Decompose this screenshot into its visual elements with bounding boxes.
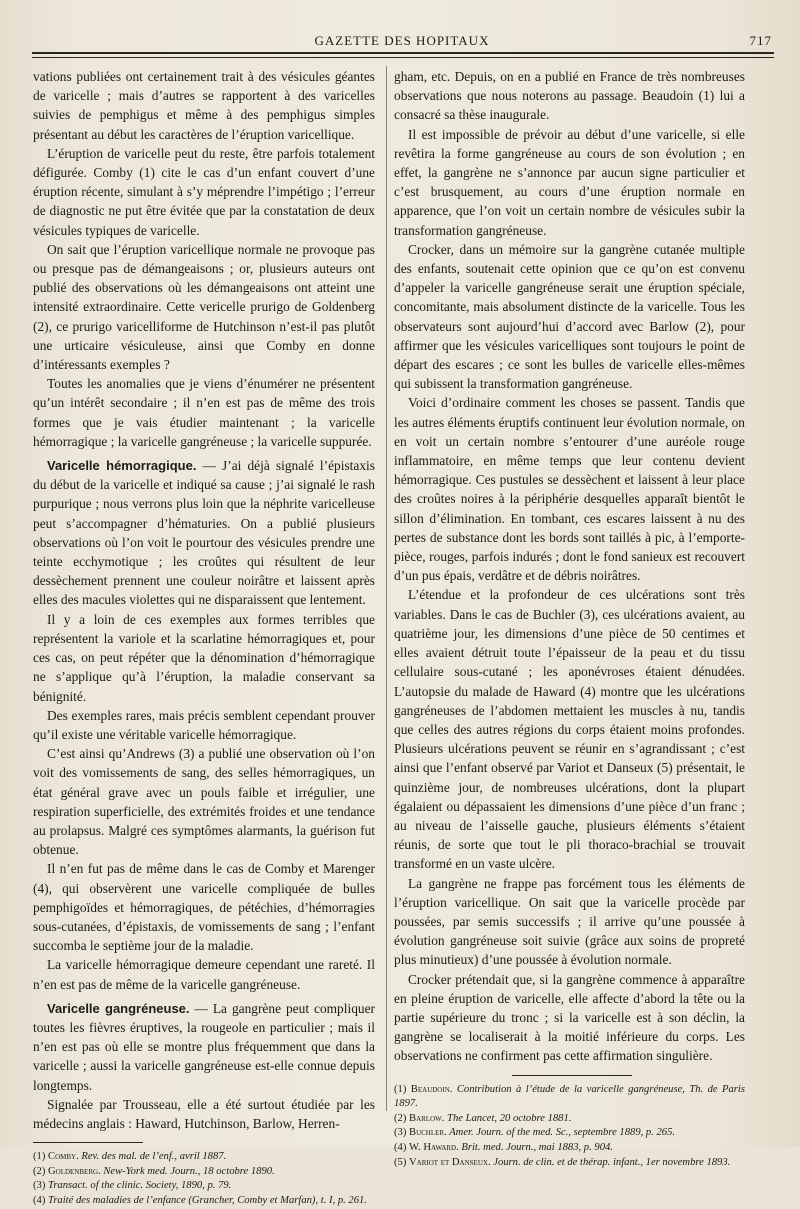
header-rule-thick xyxy=(32,52,774,54)
paragraph: Voici d’ordinaire comment les choses se passent. Tandis que les autres éléments éruptifs continuent leur évolution normale, on en voit un certain nombre s’entourer d’une auréole rouge inflammatoire, en même temps que leur contenu devient hémorragique. Ces pustules se dessèchent et laissent à leur place des croûtes noires à la périphérie desquelles apparaît bientôt le sillon d’élimination. En tombant, ces escares laissent à nu des pertes de substance dont les bords sont taillés à pic, à l’emporte-pièce, rouges, parfois indurés ; dont le fond sanieux est recouvert d’un pus épais, verdâtre et de débris noirâtres. xyxy=(394,395,745,584)
paragraph: La gangrène ne frappe pas forcément tous les éléments de l’éruption varicellique. On sait que la varicelle procède par poussées, par semis successifs ; il arrive qu’une poussée à évolution gangréneuse soit suivie (grâce aux soins de propreté plus minutieux) d’une poussée à évolution normale. xyxy=(394,875,745,968)
footnote: (5) Variot et Danseux. Journ. de clin. et de thérap. infant., 1er novembre 1893. xyxy=(394,1156,731,1168)
paragraph: La varicelle hémorragique demeure cependant une rareté. Il n’en est pas de même de la varicelle gangréneuse. xyxy=(33,957,375,992)
paragraph: L’étendue et la profondeur de ces ulcérations sont très variables. Dans le cas de Buchler (3), ces ulcérations avaient, au quatrième jour, les dimensions d’une pièce de 50 centimes et elles avaient détruit toute l’épaisseur de la peau et du tissu cellulaire sous-cutané ; les aponévroses étaient dénudées. L’autopsie du malade de Haward (4) montre que les ulcérations gangréneuses de l’abdomen mettaient les muscles à nu, tandis que celles des autres régions du corps étaient moins profondes. Plusieurs ulcérations peuvent se réunir en s’agrandissant ; c’est ainsi que l’enfant observé par Variot et Danseux (5) présentait, le quinzième jour, de nombreuses ulcérations, dont la plupart égalaient ou dépassaient les dimensions d’une pièce d’un franc ; au niveau de l’aisselle gauche, plusieurs éléments s’étaient réunis, de sorte que tout le pli thoraco-brachial se trouvait transformé en un vaste ulcère. xyxy=(394,587,745,872)
footnote: (1) Comby. Rev. des mal. de l’enf., avril 1887. xyxy=(33,1151,227,1163)
footnote: (3) Transact. of the clinic. Society, 1890, p. 79. xyxy=(33,1180,232,1192)
footnote-rule xyxy=(33,1142,143,1143)
footnote: (4) Traité des maladies de l’enfance (Grancher, Comby et Marfan), t. I, p. 261. xyxy=(33,1194,367,1206)
column-divider xyxy=(386,66,387,1111)
paragraph: Il y a loin de ces exemples aux formes terribles que représentent la variole et la scarlatine hémorragiques et, pour ces cas, on peut répéter que la dénomination d’hémorragique ne s’applique qu’à l’éruption, la maladie conservant sa bénignité. xyxy=(33,611,375,704)
paragraph: Des exemples rares, mais précis semblent cependant prouver qu’il existe une véritable varicelle hémorragique. xyxy=(33,707,375,742)
page-header xyxy=(32,33,772,51)
paragraph: On sait que l’éruption varicellique normale ne provoque pas ou presque pas de démangeaisons ; or, plusieurs auteurs ont publié des observations où les démangeaisons ont atteint une intensité extraordinaire. Cette vericelle prurigo de Goldenberg (2), ce prurigo varicelliforme de Hutchinson n’est-il pas plutôt une urticaire vésiculeuse, ainsi que Comby en donne d’intéressants exemples ? xyxy=(33,241,375,373)
paragraph: Crocker, dans un mémoire sur la gangrène cutanée multiple des enfants, soutenait cette opinion que ce qu’on est convenu d’appeler la varicelle gangréneuse serait une éruption spéciale, concomitante, mais absolument distincte de la varicelle. Tous les observateurs sont aujourd’hui d’accord avec Barlow (2), pour affirmer que les vésicules varicelliques sont toujours le point de départ des escares ; ce sont les bulles de varicelle elles-mêmes qui subissent la transformation gangréneuse. xyxy=(394,241,745,392)
footnote-rule xyxy=(512,1075,632,1076)
section-title-hemorragique: Varicelle hémorragique. xyxy=(47,458,197,474)
section-text: — J’ai déjà signalé l’épistaxis du début de la varicelle et indiqué sa cause ; j’ai signalé le rash purpurique ; nous verrons plus loin que la néphrite varicelleuse peut s’accompagner d’hématuries. On a publié plusieurs observations où l’on voit le pourtour des vésicules prendre une teinte ecchymotique ; les croûtes qui résultent de leur dessèchement prennent une couleur noirâtre et laissent après elles des macules violettes qui ne disparaissent que lentement. xyxy=(33,458,375,608)
paragraph: gham, etc. Depuis, on en a publié en France de très nombreuses observations que nous noterons au passage. Beaudoin (1) lui a consacré sa thèse inaugurale. xyxy=(394,69,745,123)
page-number: 717 xyxy=(749,33,772,48)
footnote: (4) W. Haward. Brit. med. Journ., mai 1883, p. 904. xyxy=(394,1141,613,1153)
paragraph: Toutes les anomalies que je viens d’énumérer ne présentent qu’un intérêt secondaire ; il n’en est pas de même des trois formes que je vais étudier maintenant ; la varicelle hémorragique ; la varicelle gangréneuse ; la varicelle suppurée. xyxy=(33,376,375,449)
right-column xyxy=(394,67,745,1170)
section-title-gangreneuse: Varicelle gangréneuse. xyxy=(47,1000,190,1016)
footnote: (2) Barlow. The Lancet, 20 octobre 1881. xyxy=(394,1112,572,1124)
paragraph: Signalée par Trousseau, elle a été surtout étudiée par les médecins anglais : Haward, Hutchinson, Barlow, Herren- xyxy=(33,1096,375,1131)
footnote: (1) Beaudoin. Contribution à l’étude de la varicelle gangréneuse, Th. de Paris 1897. xyxy=(394,1083,745,1110)
paragraph: Crocker prétendait que, si la gangrène commence à apparaître en pleine éruption de varicelle, elle affecte d’abord la tête ou la partie supérieure du tronc ; si la varicelle est à son déclin, la gangrène se localiserait à la moitié inférieure du corps. Les observations ne confirment pas cette affirmation singulière. xyxy=(394,971,745,1064)
footnote: (2) Goldenberg. New-York med. Journ., 18 octobre 1890. xyxy=(33,1165,275,1177)
header-rule-thin xyxy=(32,57,774,58)
left-column xyxy=(33,67,375,1209)
paragraph: Il est impossible de prévoir au début d’une varicelle, si elle revêtira la forme gangréneuse au cours de son évolution ; en effet, la gangrène ne s’annonce par aucun signe particulier et c’est brusquement, au cours d’une éruption normale en apparence, que l’on voit un certain nombre de vésicules subir la transformation gangréneuse. xyxy=(394,126,745,238)
section-text: — La gangrène peut compliquer toutes les fièvres éruptives, la rougeole en particulier ; mais il n’en est pas où elle se montre plus fréquemment que dans la varicelle ; aussi la varicelle gangréneuse est-elle connue depuis longtemps. xyxy=(33,1000,375,1093)
paragraph: C’est ainsi qu’Andrews (3) a publié une observation où l’on voit des vomissements de sang, des selles hémorragiques, un état général grave avec un pouls faible et irrégulier, une respiration superficielle, des extrémités froides et une tendance au prolapsus. Malgré ces symptômes alarmants, la guérison fut obtenue. xyxy=(33,746,375,858)
paragraph: vations publiées ont certainement trait à des vésicules géantes de varicelle ; mais d’autres se rapportent à des varicelles suivies de pemphigus et même à des pemphigus simples présentant au début les caractères de l’éruption varicellique. xyxy=(33,69,375,142)
journal-title: GAZETTE DES HOPITAUX xyxy=(314,33,490,48)
section-paragraph-hemorragique xyxy=(33,456,375,610)
paragraph: L’éruption de varicelle peut du reste, être parfois totalement défigurée. Comby (1) cite le cas d’un enfant couvert d’une éruption récente, simulant à s’y méprendre l’impétigo ; l’erreur de diagnostic ne put être évitée que par la constatation de deux vésicules typiques de varicelle. xyxy=(33,145,375,238)
section-paragraph-gangreneuse xyxy=(33,999,375,1095)
paragraph: Il n’en fut pas de même dans le cas de Comby et Marenger (4), qui observèrent une varicelle compliquée de bulles pemphigoïdes et hémorragiques, de pétéchies, d’hémorragies sous-cutanées, d’épistaxis, de vomissements de sang ; l’enfant succomba le septième jour de la maladie. xyxy=(33,861,375,954)
footnote: (3) Buchler. Amer. Journ. of the med. Sc., septembre 1889, p. 265. xyxy=(394,1127,676,1139)
